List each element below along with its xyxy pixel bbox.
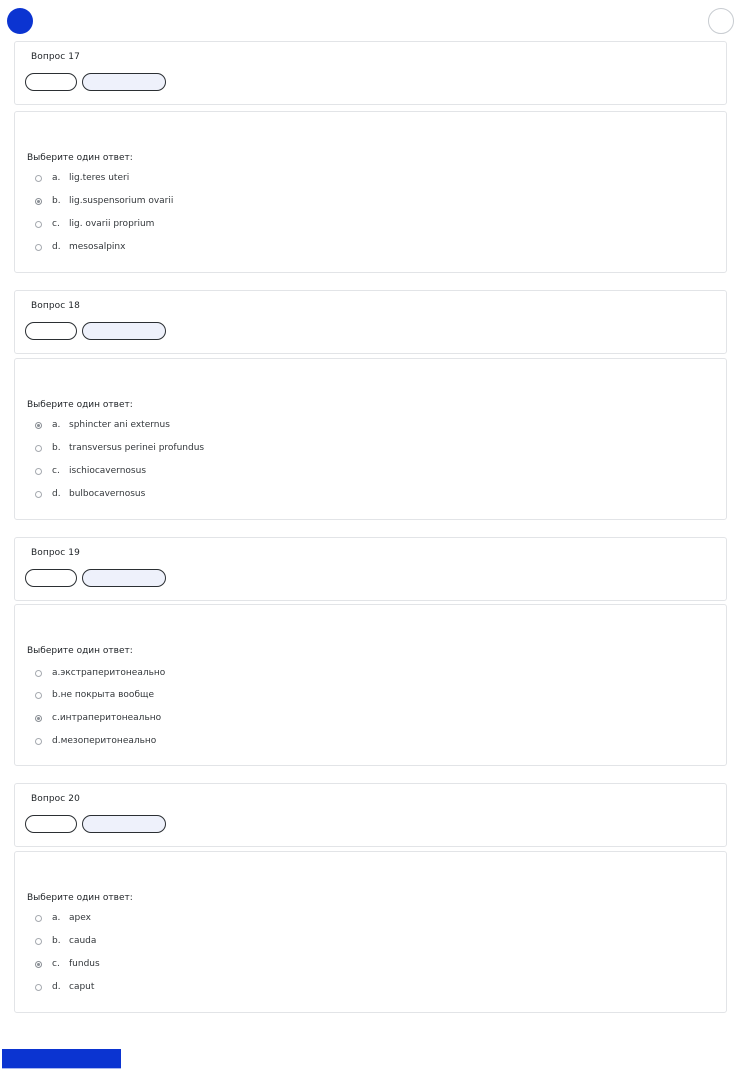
answer-option-d[interactable] <box>35 240 125 254</box>
answer-option-a[interactable] <box>35 911 91 925</box>
answer-text: sphincter ani externus <box>69 420 170 430</box>
answer-letter: a. <box>52 913 61 923</box>
answer-option-c[interactable] <box>35 711 161 725</box>
radio-button-checked[interactable] <box>35 198 42 205</box>
answer-letter: c. <box>52 466 60 476</box>
answer-text: fundus <box>69 959 100 969</box>
answer-letter: b. <box>52 196 61 206</box>
site-logo[interactable] <box>7 8 33 34</box>
answer-letter: c. <box>52 219 60 229</box>
question-title: Вопрос 17 <box>31 52 80 62</box>
answer-prompt: Выберите один ответ: <box>27 153 133 163</box>
flag-question-button[interactable] <box>82 322 166 340</box>
flag-question-button[interactable] <box>82 815 166 833</box>
radio-button-checked[interactable] <box>35 715 42 722</box>
answer-option-a[interactable] <box>35 418 170 432</box>
radio-button[interactable] <box>35 445 42 452</box>
question-status-pill <box>25 569 77 587</box>
answer-option-c[interactable] <box>35 464 146 478</box>
answer-letter: d. <box>52 982 61 992</box>
radio-button[interactable] <box>35 491 42 498</box>
answer-option-d[interactable] <box>35 487 145 501</box>
answer-text: transversus perinei profundus <box>69 443 205 453</box>
radio-button-checked[interactable] <box>35 961 42 968</box>
answer-option-b[interactable] <box>35 194 173 208</box>
answer-letter: a. <box>52 420 61 430</box>
finish-attempt-button[interactable] <box>2 1049 121 1069</box>
question-info-17 <box>14 41 727 105</box>
answer-letter: b. <box>52 443 61 453</box>
radio-button[interactable] <box>35 175 42 182</box>
answer-text: lig.suspensorium ovarii <box>69 196 174 206</box>
answer-prompt: Выберите один ответ: <box>27 400 133 410</box>
answer-option-b[interactable] <box>35 441 204 455</box>
answer-letter: a. <box>52 668 61 678</box>
answer-text: ischiocavernosus <box>69 466 147 476</box>
answer-option-d[interactable] <box>35 734 156 748</box>
answer-text: lig. ovarii proprium <box>69 219 155 229</box>
answer-letter: b. <box>52 690 61 700</box>
question-info-19 <box>14 537 727 601</box>
question-body-19 <box>14 604 727 766</box>
answer-letter: c. <box>52 959 60 969</box>
question-body-20 <box>14 851 727 1013</box>
question-title: Вопрос 20 <box>31 794 80 804</box>
answer-letter: d. <box>52 242 61 252</box>
answer-text: cauda <box>69 936 97 946</box>
user-menu-button[interactable] <box>708 8 734 34</box>
answer-letter: c. <box>52 713 60 723</box>
radio-button[interactable] <box>35 915 42 922</box>
question-title: Вопрос 19 <box>31 548 80 558</box>
radio-button[interactable] <box>35 984 42 991</box>
answer-option-c[interactable] <box>35 957 100 971</box>
flag-question-button[interactable] <box>82 73 166 91</box>
answer-option-b[interactable] <box>35 934 96 948</box>
answer-text: lig.teres uteri <box>69 173 130 183</box>
question-info-18 <box>14 290 727 354</box>
radio-button-checked[interactable] <box>35 422 42 429</box>
answer-text: caput <box>69 982 95 992</box>
answer-option-d[interactable] <box>35 980 94 994</box>
answer-text: apex <box>69 913 91 923</box>
answer-letter: d. <box>52 489 61 499</box>
answer-text: мезоперитонеально <box>60 736 157 746</box>
answer-option-a[interactable] <box>35 171 129 185</box>
answer-letter: b. <box>52 936 61 946</box>
radio-button[interactable] <box>35 221 42 228</box>
question-body-17 <box>14 111 727 273</box>
question-info-20 <box>14 783 727 847</box>
answer-prompt: Выберите один ответ: <box>27 646 133 656</box>
answer-text: не покрыта вообще <box>60 690 155 700</box>
answer-text: интраперитонеально <box>59 713 162 723</box>
flag-question-button[interactable] <box>82 569 166 587</box>
answer-option-c[interactable] <box>35 217 154 231</box>
question-status-pill <box>25 322 77 340</box>
answer-option-a[interactable] <box>35 666 165 680</box>
answer-letter: d. <box>52 736 61 746</box>
question-title: Вопрос 18 <box>31 301 80 311</box>
radio-button[interactable] <box>35 244 42 251</box>
answer-text: экстраперитонеально <box>60 668 166 678</box>
radio-button[interactable] <box>35 938 42 945</box>
question-body-18 <box>14 358 727 520</box>
answer-text: bulbocavernosus <box>69 489 146 499</box>
radio-button[interactable] <box>35 738 42 745</box>
answer-option-b[interactable] <box>35 688 154 702</box>
radio-button[interactable] <box>35 468 42 475</box>
question-status-pill <box>25 815 77 833</box>
radio-button[interactable] <box>35 670 42 677</box>
radio-button[interactable] <box>35 692 42 699</box>
answer-prompt: Выберите один ответ: <box>27 893 133 903</box>
answer-letter: a. <box>52 173 61 183</box>
answer-text: mesosalpinx <box>69 242 126 252</box>
question-status-pill <box>25 73 77 91</box>
